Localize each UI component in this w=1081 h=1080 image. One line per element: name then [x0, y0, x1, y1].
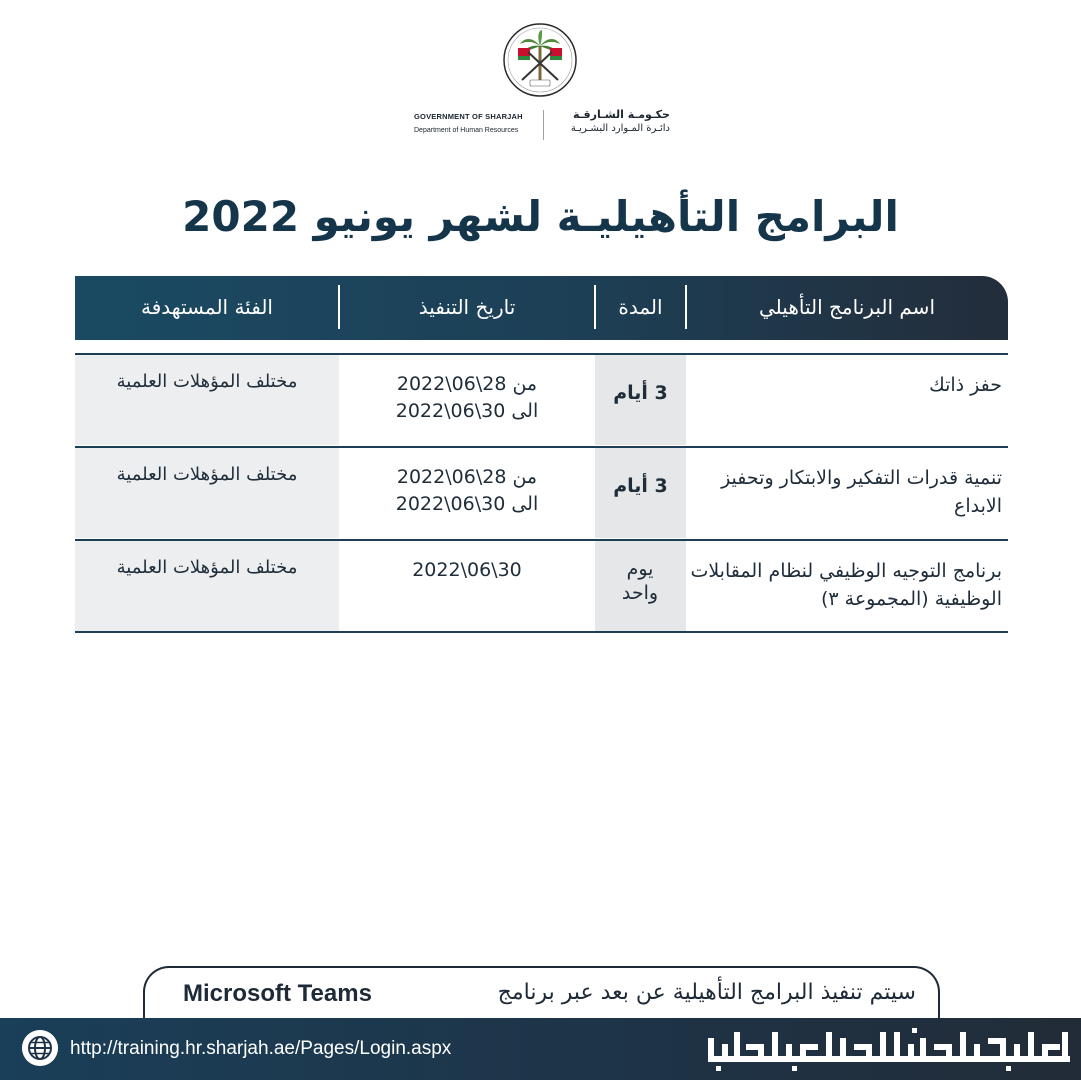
header-duration: المدة: [618, 295, 663, 319]
org-name-english: [414, 112, 536, 134]
org-government-label: GOVERNMENT OF SHARJAH: [414, 112, 523, 121]
notice-text: سيتم تنفيذ البرامج التأهيلية عن بعد عبر برنامج: [497, 980, 916, 1005]
hr-department-wordmark: [706, 1028, 1074, 1072]
target-text: مختلف المؤهلات العلمية: [116, 371, 298, 392]
table-bottom-rule: [75, 631, 1008, 633]
org-divider: [543, 110, 544, 140]
date-from: من 28\06\2022: [396, 466, 538, 488]
cell-duration: [595, 541, 686, 631]
table-row: [75, 353, 1008, 445]
cell-program-name: [686, 448, 1008, 538]
footer-bar: [0, 1018, 1081, 1080]
table-header: [75, 276, 1008, 340]
org-department-label: Department of Human Resources: [414, 127, 519, 134]
cell-duration: [595, 448, 686, 538]
date-text: [339, 371, 595, 425]
cell-target: [75, 355, 339, 445]
cell-date: [339, 541, 595, 631]
org-name-arabic: [552, 108, 670, 134]
date-to: الى 30\06\2022: [395, 400, 539, 422]
header-date: تاريخ التنفيذ: [418, 295, 516, 319]
delivery-notice: [143, 966, 940, 1024]
page-title: البرامج التأهيليـة لشهر يونيو 2022: [182, 192, 899, 241]
sharjah-emblem-icon: [502, 22, 578, 98]
program-name-text: حفز ذاتك: [929, 374, 1002, 396]
cell-program-name: [686, 541, 1008, 631]
program-name-text: برنامج التوجيه الوظيفي لنظام المقابلات الوظيفية (المجموعة ٣): [690, 560, 1002, 610]
notice-app-name: Microsoft Teams: [183, 980, 372, 1007]
cell-date: [339, 355, 595, 445]
cell-date: [339, 448, 595, 538]
duration-text: 3 أيام: [613, 475, 668, 497]
org-government-label-ar: حكـومـة الشـارقـة: [572, 108, 670, 121]
target-text: مختلف المؤهلات العلمية: [116, 557, 298, 578]
globe-icon: [22, 1030, 58, 1066]
table-row: [75, 446, 1008, 538]
header-name: اسم البرنامج التأهيلي: [759, 295, 935, 319]
cell-target: [75, 448, 339, 538]
cell-duration: [595, 355, 686, 445]
duration-text: يوم واحد: [621, 558, 659, 604]
target-text: مختلف المؤهلات العلمية: [116, 464, 298, 485]
date-single: 30\06\2022: [412, 559, 522, 581]
date-text: [339, 557, 595, 584]
training-portal-link[interactable]: http://training.hr.sharjah.ae/Pages/Login.aspx: [70, 1038, 452, 1059]
duration-text: 3 أيام: [613, 382, 668, 404]
cell-target: [75, 541, 339, 631]
date-text: [339, 464, 595, 518]
date-from: من 28\06\2022: [396, 373, 538, 395]
date-to: الى 30\06\2022: [395, 493, 539, 515]
header-target: الفئة المستهدفة: [141, 295, 273, 319]
cell-program-name: [686, 355, 1008, 445]
table-row: [75, 539, 1008, 631]
organization-header: [0, 108, 1081, 144]
org-department-label-ar: دائـرة المـوارد البشـريـة: [570, 123, 670, 134]
program-name-text: تنمية قدرات التفكير والابتكار وتحفيز الابداع: [721, 467, 1002, 517]
